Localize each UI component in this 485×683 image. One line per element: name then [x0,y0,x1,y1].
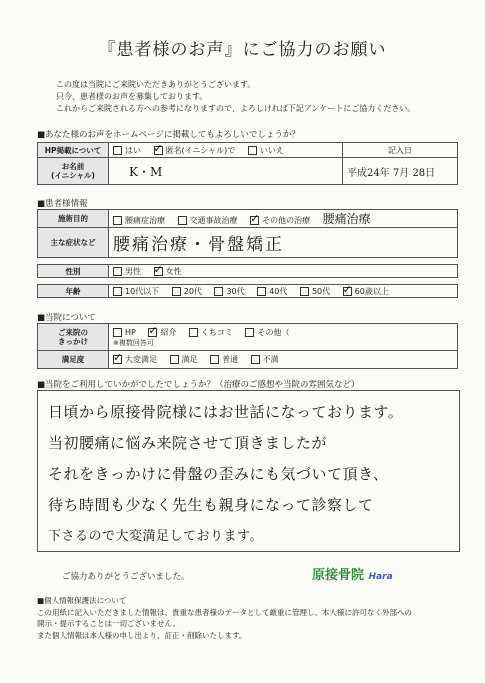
checkbox[interactable] [210,355,219,364]
comment-line: 日頃から原接骨院様にはお世話になっております。 [48,403,404,421]
symptom-label: 主な症状など [38,228,109,258]
checkbox[interactable] [113,146,122,155]
section-heading-clinic: ■当院について [37,313,96,323]
thanks-text: ご協力ありがとうございました。 [62,572,190,582]
option-no[interactable]: いいえ [248,145,284,156]
logo-text: 原接骨院 [312,568,365,583]
checkbox-checked[interactable] [250,216,259,225]
clinic-logo [312,564,393,583]
checkbox-checked[interactable] [343,287,352,296]
privacy-notice [37,595,412,641]
intro-line: これからご来院される方への参考になりますので、よろしければ下記アンケートにご協力ください。 [56,104,416,113]
option-normal[interactable]: 普通 [210,354,238,365]
hp-options [109,143,343,158]
option-age-20s[interactable]: 20代 [172,286,202,297]
intro-text [56,79,415,115]
option-satisfied[interactable]: 満足 [170,354,198,365]
entry-date-value: 平成24年 7月 28日 [343,158,458,185]
comment-line: 当初腰痛に悩み来院させて頂きましたが [48,434,328,452]
checkbox[interactable] [214,287,223,296]
comment-line: それをきっかけに骨盤の歪みにも気づいて頂き、 [48,465,389,483]
checkbox[interactable] [245,328,254,337]
hp-label: HP掲載について [38,143,109,158]
option-female[interactable]: ✓ 女性 [154,266,182,277]
option-traffic[interactable]: 交通事故治療 [178,215,238,226]
name-label: お名前 (イニシャル) [38,158,109,185]
option-age-30s[interactable]: 30代 [214,286,244,297]
intro-line: 只今、患者様のお声を募集しております。 [56,92,208,101]
checkbox-checked[interactable] [113,355,122,364]
option-age-40s[interactable]: 40代 [257,286,287,297]
name-value: K・M [109,158,343,185]
satisfaction-options [109,351,458,369]
option-other-treatment[interactable]: ✓ その他の治療 [250,215,310,226]
visit-other-value: 腰痛治療 [322,212,371,226]
checkbox-checked[interactable] [154,146,163,155]
option-age-60plus[interactable]: ✓ 60歳以上 [343,286,389,297]
section-heading-feedback: ■当院をご利用していかがでしたでしょうか？（治療のご感想や当院の雰囲気など） [37,380,360,390]
option-word-of-mouth[interactable]: くちコミ [189,327,233,338]
entry-date-label: 記入日 [343,143,458,158]
privacy-line: 開示・提示することは一切ございません。 [37,619,180,628]
logo-sub: Hara [368,572,393,582]
clinic-table [37,323,458,369]
trigger-note: ※複数回答可 [113,338,154,347]
checkbox-checked[interactable] [148,328,157,337]
intro-line: この度は当院にご来院いただきありがとうございます。 [56,80,256,89]
option-age-10s[interactable]: 10代以下 [113,286,159,297]
visit-purpose-label: 施術目的 [38,210,109,228]
checkbox[interactable] [172,287,181,296]
comment-line: 待ち時間も少なく先生も親身になって診察して [48,496,374,514]
gender-table [37,264,458,278]
checkbox[interactable] [113,287,122,296]
option-male[interactable]: 男性 [113,266,141,277]
checkbox[interactable] [178,216,187,225]
trigger-label: ご来院の きっかけ [38,324,109,351]
checkbox[interactable] [300,287,309,296]
age-label: 年齢 [38,285,109,298]
symptom-value: 腰痛治療・骨盤矯正 [109,228,458,258]
age-table [37,284,458,298]
checkbox[interactable] [248,146,257,155]
option-very-satisfied[interactable]: ✓ 大変満足 [113,354,157,365]
satisfaction-label: 満足度 [38,351,109,369]
gender-label: 性別 [38,265,109,278]
checkbox[interactable] [170,355,179,364]
publish-table [37,142,458,185]
gender-options [109,265,458,278]
option-other[interactable]: その他（ [245,327,289,338]
option-lumbago[interactable]: 腰痛症治療 [113,215,165,226]
page-title: 『患者様のお声』にご協力のお願い [98,40,387,60]
checkbox[interactable] [113,216,122,225]
checkbox[interactable] [113,267,122,276]
privacy-heading: ■個人情報保護法について [37,596,127,605]
option-dissatisfied[interactable]: 不満 [251,354,279,365]
age-options [109,285,458,298]
checkbox-checked[interactable] [154,267,163,276]
option-referral[interactable]: ✓ 紹介 [148,327,176,338]
checkbox[interactable] [189,328,198,337]
checkbox[interactable] [251,355,260,364]
option-age-50s[interactable]: 50代 [300,286,330,297]
option-anonymous[interactable]: ✓ 匿名(イニシャル)で [154,145,236,156]
privacy-line: この用紙に記入いただきました情報は、貴重な患者様のデータとして厳重に管理し、本人様に許可なく外部への [37,607,412,617]
comment-line: 下さるので大変満足しております。 [48,529,263,544]
patient-table [37,209,458,258]
comment-box [37,390,460,552]
option-hp[interactable]: HP [113,328,136,337]
option-yes[interactable]: はい [113,145,141,156]
section-heading-publish: ■あなた様のお声をホームページに掲載してもよろしいでしょうか？ [37,130,300,140]
checkbox[interactable] [257,287,266,296]
visit-purpose-options [109,210,458,228]
trigger-options [109,324,458,351]
privacy-line: また個人情報は本人様の申し出より、訂正・削除いたします。 [37,630,247,640]
checkbox[interactable] [113,328,122,337]
section-heading-patient: ■患者様情報 [37,199,88,209]
